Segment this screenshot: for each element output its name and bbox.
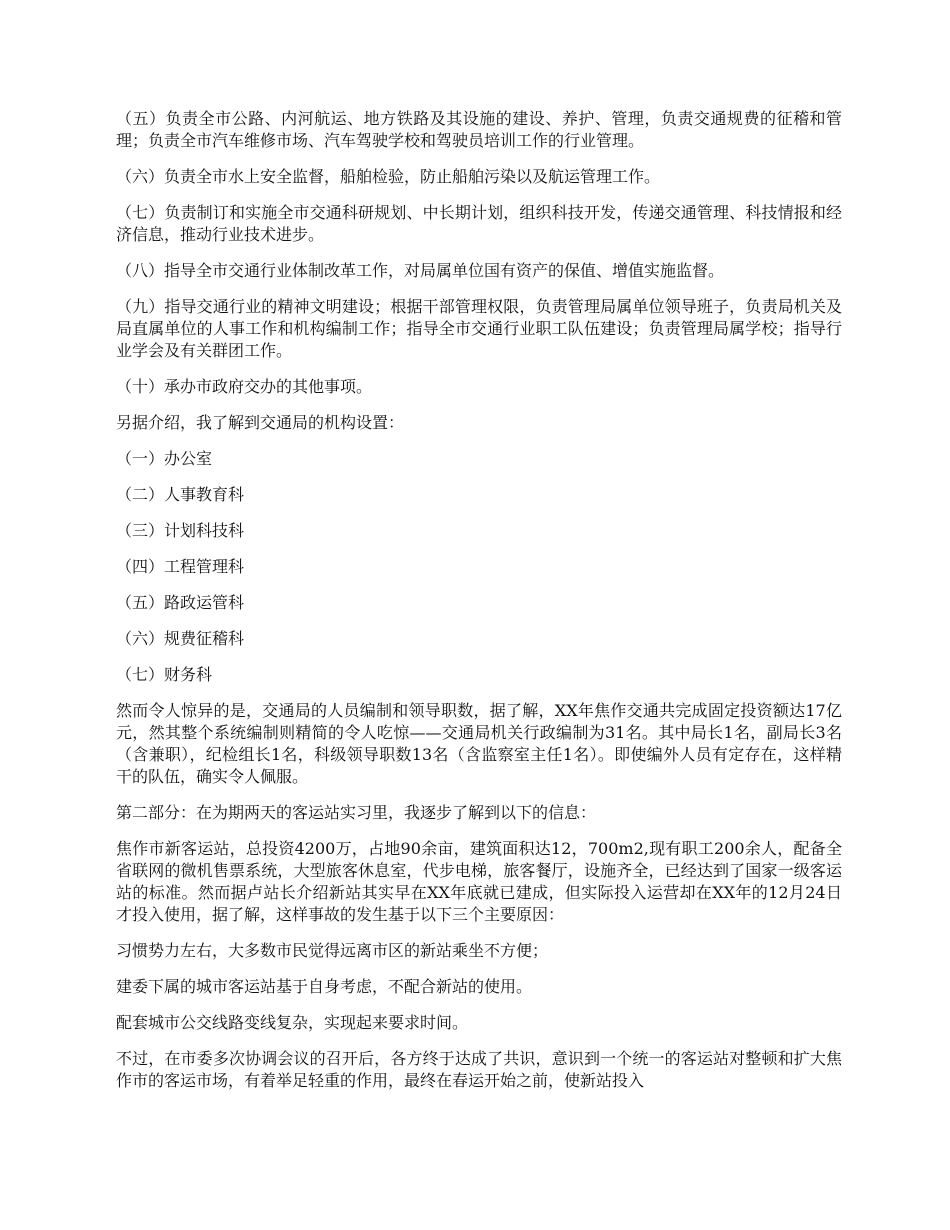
list-item-finance: （七）财务科 bbox=[116, 665, 213, 684]
paragraph-reason-2: 建委下属的城市客运站基于自身考虑，不配合新站的使用。 bbox=[116, 977, 533, 996]
paragraph-part-two: 第二部分：在为期两天的客运站实习里，我逐步了解到以下的信息： bbox=[116, 803, 597, 822]
list-item-fees: （六）规费征稽科 bbox=[116, 629, 245, 648]
list-item-office: （一）办公室 bbox=[116, 449, 213, 468]
list-item-personnel: （二）人事教育科 bbox=[116, 485, 245, 504]
paragraph-duty-5: （五）负责全市公路、内河航运、地方铁路及其设施的建设、养护、管理，负责交通规费的征稽和管理；负责全市汽车维修市场、汽车驾驶学校和驾驶员培训工作的行业管理。 bbox=[116, 109, 842, 150]
list-item-planning: （三）计划科技科 bbox=[116, 521, 245, 540]
document-body bbox=[116, 108, 842, 1106]
paragraph-duty-10: （十）承办市政府交办的其他事项。 bbox=[116, 377, 373, 396]
paragraph-station-info: 焦作市新客运站，总投资4200万，占地90余亩，建筑面积达12，700m2,现有职工200余人，配备全省联网的微机售票系统，大型旅客休息室，代步电梯，旅客餐厅，设施齐全，已经达到了国家一级客运站的标准。然而据卢站长介绍新站其实早在XX年底就已建成，但实际投入运营却在XX年的12月24日才投入使用，据了解，这样事故的发生基于以下三个主要原因： bbox=[116, 839, 842, 924]
paragraph-org-intro: 另据介绍，我了解到交通局的机构设置： bbox=[116, 413, 405, 432]
paragraph-duty-7: （七）负责制订和实施全市交通科研规划、中长期计划，组织科技开发，传递交通管理、科技情报和经济信息，推动行业技术进步。 bbox=[116, 203, 842, 244]
paragraph-duty-6: （六）负责全市水上安全监督，船舶检验，防止船舶污染以及航运管理工作。 bbox=[116, 167, 661, 186]
list-item-road-transport: （五）路政运管科 bbox=[116, 593, 245, 612]
list-item-engineering: （四）工程管理科 bbox=[116, 557, 245, 576]
paragraph-duty-9: （九）指导交通行业的精神文明建设；根据干部管理权限，负责管理局属单位领导班子，负责局机关及局直属单位的人事工作和机构编制工作；指导全市交通行业职工队伍建设；负责管理局属学校；指导行业学会及有关群团工作。 bbox=[116, 297, 842, 360]
paragraph-duty-8: （八）指导全市交通行业体制改革工作，对局属单位国有资产的保值、增值实施监督。 bbox=[116, 261, 725, 280]
paragraph-reason-3: 配套城市公交线路变线复杂，实现起来要求时间。 bbox=[116, 1013, 469, 1032]
paragraph-staffing: 然而令人惊异的是，交通局的人员编制和领导职数，据了解，XX年焦作交通共完成固定投资额达17亿元，然其整个系统编制则精简的令人吃惊——交通局机关行政编制为31名。其中局长1名，副局长3名（含兼职），纪检组长1名，科级领导职数13名（含监察室主任1名）。即使编外人员有定存在，这样精干的队伍，确实令人佩服。 bbox=[116, 701, 842, 786]
paragraph-reason-1: 习惯势力左右，大多数市民觉得远离市区的新站乘坐不方便； bbox=[116, 941, 549, 960]
paragraph-consensus: 不过，在市委多次协调会议的召开后，各方终于达成了共识，意识到一个统一的客运站对整顿和扩大焦作市的客运市场，有着举足轻重的作用，最终在春运开始之前，使新站投入 bbox=[116, 1049, 842, 1090]
